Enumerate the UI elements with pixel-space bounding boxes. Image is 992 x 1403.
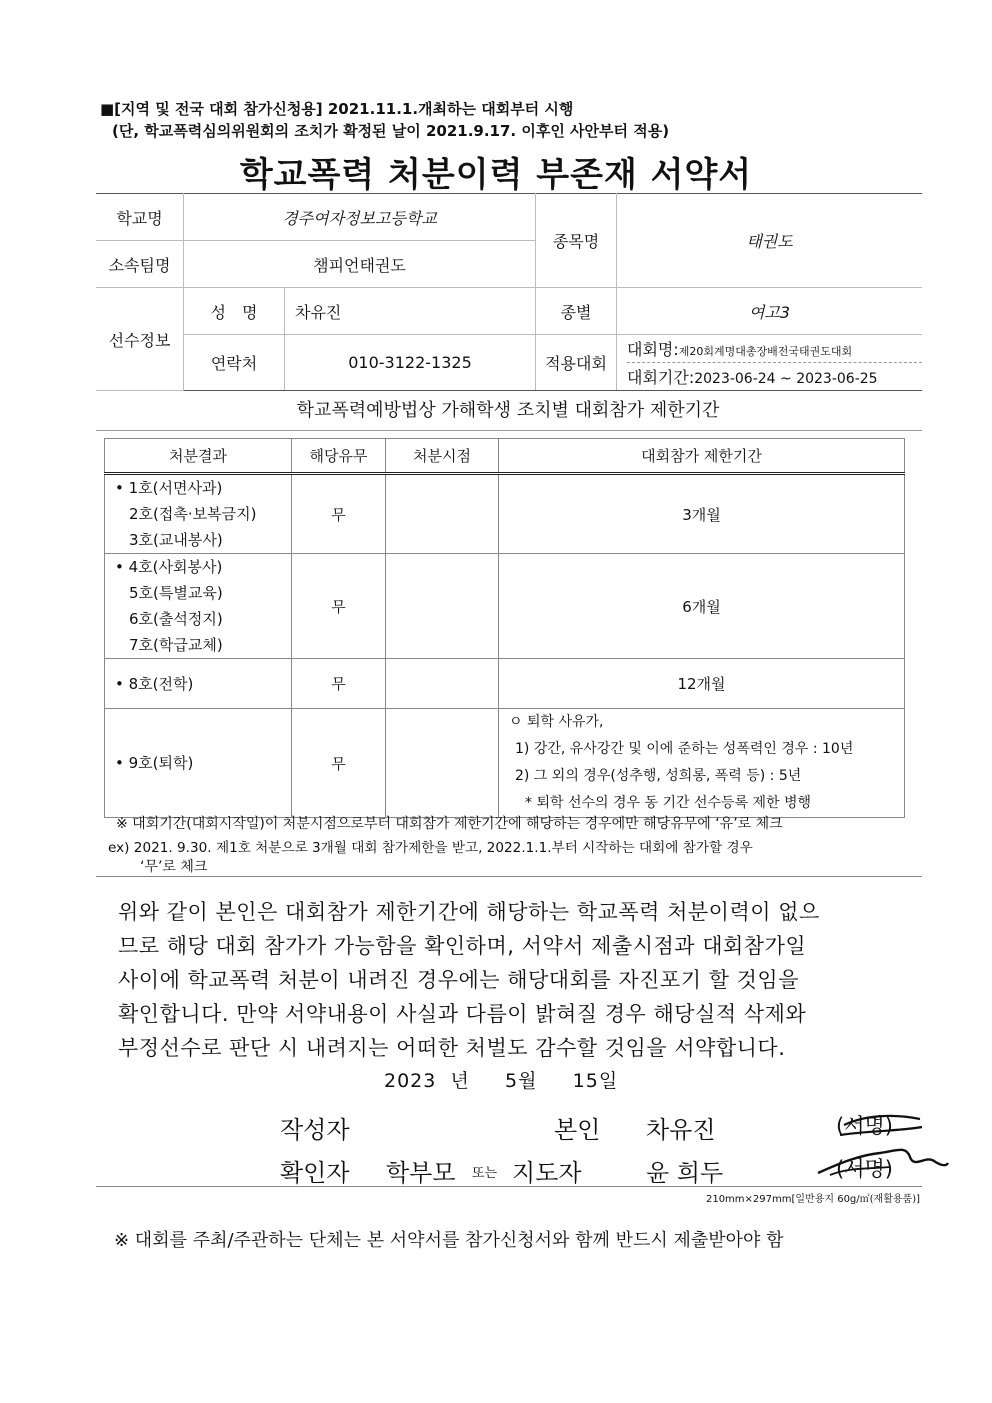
col-header-time: 처분시점 bbox=[386, 439, 499, 474]
competition-details bbox=[617, 335, 923, 391]
col-header-applicable: 해당유무 bbox=[292, 439, 386, 474]
class-value: 여고3 bbox=[617, 288, 923, 335]
team-label: 소속팀명 bbox=[96, 241, 184, 288]
col-header-result: 처분결과 bbox=[105, 439, 292, 474]
pledge-line: 위와 같이 본인은 대회참가 제한기간에 해당하는 학교폭력 처분이력이 없으 bbox=[118, 900, 820, 924]
table-row bbox=[105, 709, 905, 818]
discipline-table bbox=[104, 438, 905, 818]
date-month: 5월 bbox=[505, 1070, 538, 1092]
limit-value: 6개월 bbox=[499, 554, 905, 659]
contact-label: 연락처 bbox=[184, 335, 285, 391]
divider bbox=[96, 1186, 922, 1187]
writer-seal: (서명) bbox=[836, 1114, 893, 1138]
limit-value: 3개월 bbox=[499, 474, 905, 554]
contact-value: 010-3122-1325 bbox=[285, 335, 536, 391]
discipline-item: 6호(출석정지) bbox=[129, 610, 223, 628]
footer-note: ※ 대회를 주최/주관하는 단체는 본 서약서를 참가신청서와 함께 반드시 제출받아야 함 bbox=[114, 1230, 784, 1251]
class-label: 종별 bbox=[536, 288, 617, 335]
applicable-value: 무 bbox=[292, 709, 386, 818]
limit-line: ㅇ 퇴학 사유가, bbox=[509, 714, 604, 730]
limit-details bbox=[499, 709, 905, 818]
note-line-2: ex) 2021. 9.30. 제1호 처분으로 3개월 대회 참가제한을 받고, 2022.1.1.부터 시작하는 대회에 참가할 경우 bbox=[108, 840, 753, 856]
table-row bbox=[105, 554, 905, 659]
discipline-item: 5호(특별교육) bbox=[129, 584, 223, 602]
header-line-2: (단, 학교폭력심의위원회의 조치가 확정된 날이 2021.9.17. 이후인 사안부터 적용) bbox=[112, 122, 670, 140]
writer-name: 차유진 bbox=[646, 1116, 716, 1144]
table-row bbox=[105, 474, 905, 554]
info-table bbox=[96, 193, 922, 391]
self-label: 본인 bbox=[554, 1116, 601, 1144]
discipline-subtitle: 학교폭력예방법상 가해학생 조치별 대회참가 제한기간 bbox=[296, 400, 720, 421]
discipline-item: • 9호(퇴학) bbox=[115, 754, 194, 772]
or-label: 또는 bbox=[472, 1166, 498, 1181]
document-title: 학교폭력 처분이력 부존재 서약서 bbox=[239, 155, 753, 195]
applicable-value: 무 bbox=[292, 474, 386, 554]
pledge-line: 므로 해당 대회 참가가 가능함을 확인하며, 서약서 제출시점과 대회참가일 bbox=[118, 934, 807, 958]
team-value: 챔피언태권도 bbox=[184, 241, 536, 288]
table-row bbox=[105, 659, 905, 709]
discipline-items bbox=[105, 709, 292, 818]
competition-name-value: 제20회계명대총장배전국태권도대회 bbox=[678, 345, 853, 358]
discipline-time bbox=[386, 659, 499, 709]
discipline-items bbox=[105, 474, 292, 554]
discipline-item: 2호(접촉·보복금지) bbox=[129, 505, 257, 523]
applied-competition-label: 적용대회 bbox=[536, 335, 617, 391]
pledge-body bbox=[118, 895, 918, 1065]
pledge-line: 사이에 학교폭력 처분이 내려진 경우에는 해당대회를 자진포기 할 것임을 bbox=[118, 968, 799, 992]
name-label: 성 명 bbox=[184, 288, 285, 335]
limit-line: 1) 강간, 유사강간 및 이에 준하는 성폭력인 경우 : 10년 bbox=[515, 741, 854, 757]
note-line-1: ※ 대회기간(대회시작일)이 처분시점으로부터 대회참가 제한기간에 해당하는 경우에만 해당유무에 ‘유’로 체크 bbox=[116, 816, 783, 832]
discipline-item: • 1호(서면사과) bbox=[115, 479, 223, 497]
divider bbox=[96, 876, 922, 877]
header-line-1: ■[지역 및 전국 대회 참가신청용] 2021.11.1.개최하는 대회부터 시행 bbox=[100, 100, 574, 118]
writer-label: 작성자 bbox=[280, 1116, 350, 1144]
discipline-time bbox=[386, 554, 499, 659]
coach-seal: (서명) bbox=[836, 1157, 893, 1181]
school-label: 학교명 bbox=[96, 194, 184, 241]
signature-mark bbox=[810, 1105, 950, 1185]
note-line-3: ‘무’로 체크 bbox=[140, 859, 208, 875]
paper-spec: 210mm×297mm[일반용지 60g/㎡(재활용품)] bbox=[705, 1194, 920, 1205]
applicable-value: 무 bbox=[292, 659, 386, 709]
divider bbox=[96, 430, 922, 431]
discipline-items bbox=[105, 554, 292, 659]
discipline-items bbox=[105, 659, 292, 709]
competition-period-value: 2023-06-24 ~ 2023-06-25 bbox=[694, 371, 878, 387]
limit-value: 12개월 bbox=[499, 659, 905, 709]
coach-name: 윤 희두 bbox=[646, 1159, 724, 1187]
pledge-date bbox=[384, 1066, 618, 1093]
discipline-time bbox=[386, 709, 499, 818]
name-value: 차유진 bbox=[285, 288, 536, 335]
applicable-value: 무 bbox=[292, 554, 386, 659]
competition-period-label: 대회기간: bbox=[627, 368, 695, 387]
limit-line: * 퇴학 선수의 경우 동 기간 선수등록 제한 병행 bbox=[525, 795, 812, 811]
coach-label: 지도자 bbox=[512, 1159, 582, 1187]
event-label: 종목명 bbox=[536, 194, 617, 288]
limit-line: 2) 그 외의 경우(성추행, 성희롱, 폭력 등) : 5년 bbox=[515, 768, 802, 784]
col-header-limit: 대회참가 제한기간 bbox=[499, 439, 905, 474]
date-year: 2023 bbox=[384, 1070, 437, 1092]
discipline-time bbox=[386, 474, 499, 554]
confirmer-label: 확인자 bbox=[280, 1159, 350, 1187]
discipline-item: • 4호(사회봉사) bbox=[115, 558, 223, 576]
player-info-label: 선수정보 bbox=[96, 288, 184, 391]
school-value: 경주여자정보고등학교 bbox=[184, 194, 536, 241]
pledge-line: 부정선수로 판단 시 내려지는 어떠한 처벌도 감수할 것임을 서약합니다. bbox=[118, 1036, 786, 1060]
discipline-item: 3호(교내봉사) bbox=[129, 531, 223, 549]
discipline-item: 7호(학급교체) bbox=[129, 636, 223, 654]
competition-name-label: 대회명: bbox=[627, 340, 679, 359]
date-day: 15일 bbox=[572, 1070, 619, 1092]
parent-label: 학부모 bbox=[386, 1159, 456, 1187]
event-value: 태권도 bbox=[617, 194, 923, 288]
discipline-item: • 8호(전학) bbox=[115, 674, 194, 693]
date-year-label: 년 bbox=[450, 1070, 470, 1092]
pledge-line: 확인합니다. 만약 서약내용이 사실과 다름이 밝혀질 경우 해당실적 삭제와 bbox=[118, 1002, 807, 1026]
